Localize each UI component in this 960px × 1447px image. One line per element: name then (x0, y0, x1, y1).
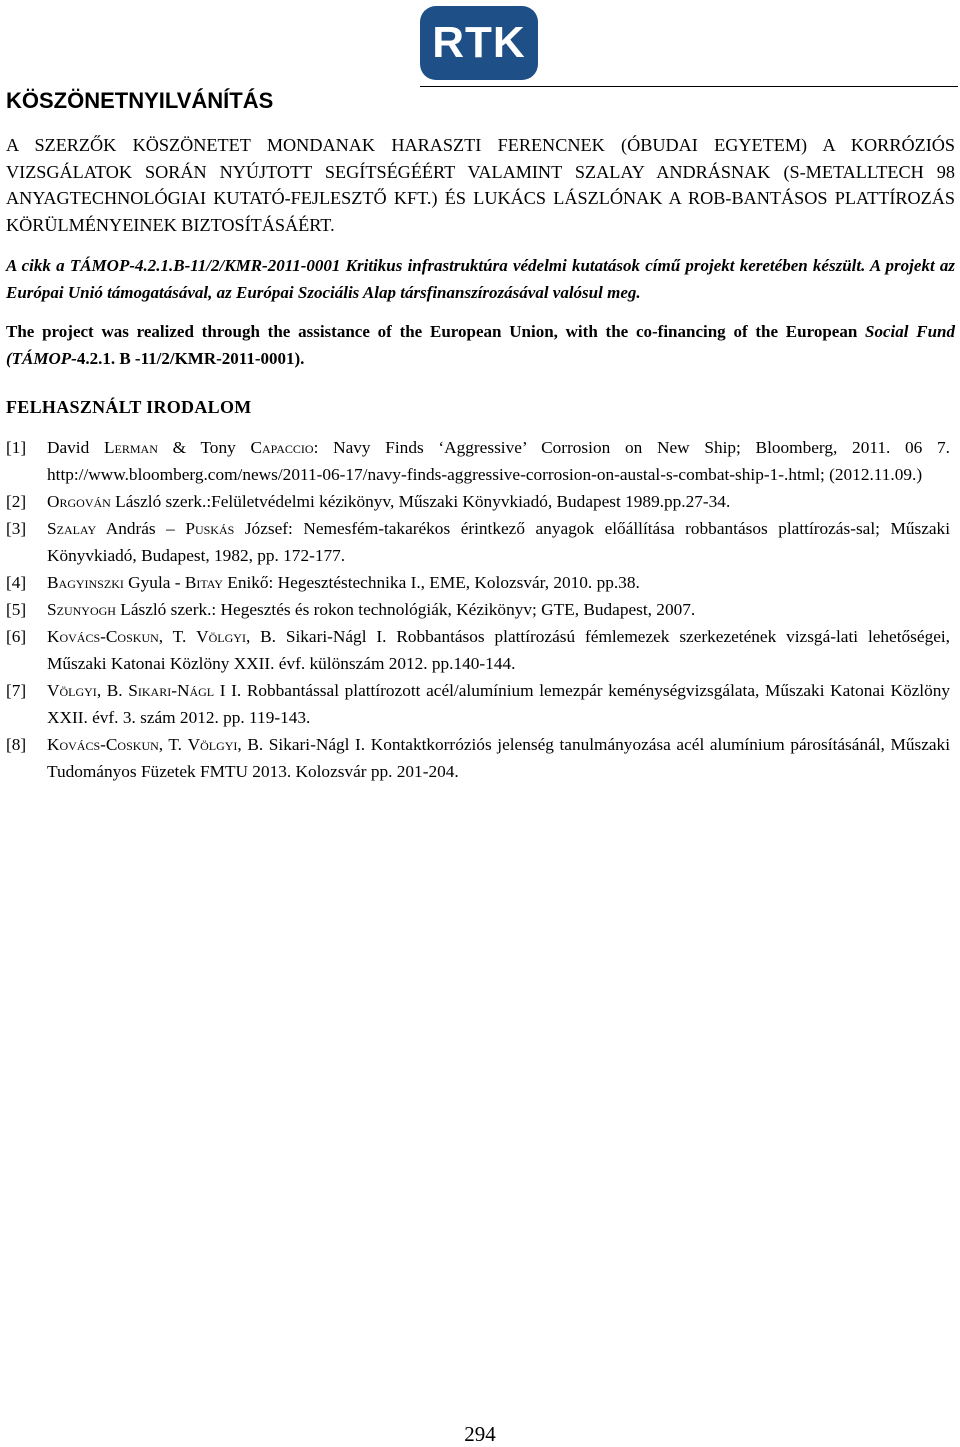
reference-number: [6] (6, 627, 27, 646)
project-statement-en (6, 318, 955, 372)
reference-author: Völgyi (196, 627, 246, 646)
reference-author: Lerman (103, 438, 158, 457)
reference-text (47, 596, 950, 623)
reference-item (6, 488, 950, 515)
reference-separator: Gyula - (123, 573, 185, 592)
reference-details: , B. Sikari-Nágl I. Robbantásos plattírozású fémlemezek szerkezetének vizsgá-lati lehetőségei, Műszaki Katonai Közlöny XXII. évf. különszám 2012. pp.140-144. (47, 627, 950, 673)
reference-text (47, 623, 950, 677)
reference-author: Bagyinszki (47, 573, 124, 592)
reference-separator: & Tony (157, 438, 251, 457)
reference-author: Völgyi (187, 735, 238, 754)
reference-text (47, 569, 950, 596)
reference-item (6, 677, 950, 731)
acknowledgement-title: KÖSZÖNETNYILVÁNÍTÁS (6, 88, 274, 113)
reference-author: Kovács-Coskun (47, 735, 159, 754)
reference-separator: , B. (96, 681, 129, 700)
header-rule (420, 86, 958, 87)
reference-author: Puskás (185, 519, 235, 538)
reference-author: Orgován (47, 492, 111, 511)
reference-list (6, 434, 950, 785)
reference-item (6, 731, 950, 785)
reference-details: I I. Robbantással plattírozott acél/alumínium lemezpár keménységvizsgálata, Műszaki Katonai Közlöny XXII. évf. 3. szám 2012. pp. 119-143. (47, 681, 950, 727)
reference-number: [4] (6, 573, 27, 592)
reference-text (47, 731, 950, 785)
reference-author: Bitay (184, 573, 223, 592)
reference-item (6, 596, 950, 623)
reference-details: , B. Sikari-Nágl I. Kontaktkorróziós jelenség tanulmányozása acél alumínium párosításánál, Műszaki Tudományos Füzetek FMTU 2013. Kolozsvár pp. 201-204. (47, 735, 950, 781)
project-statement-hu: A cikk a TÁMOP-4.2.1.B-11/2/KMR-2011-0001 Kritikus infrastruktúra védelmi kutatások című projekt keretében készült. A projekt az Európai Unió támogatásával, az Európai Szociális Alap társfinanszírozásával valósul meg. (6, 256, 955, 302)
reference-separator: , T. (158, 735, 188, 754)
rtk-logo (420, 6, 538, 80)
reference-text (47, 488, 950, 515)
reference-author: Capaccio (250, 438, 314, 457)
reference-separator: András – (96, 519, 186, 538)
reference-author: Szalay (47, 519, 97, 538)
reference-details: József: Nemesfém-takarékos érintkező anyagok előállítása robbantásos plattírozás-sal; Műszaki Könyvkiadó, Budapest, 1982, pp. 172-177. (47, 519, 950, 565)
project-en-italic: Social Fund (TÁMOP- (6, 322, 956, 368)
reference-separator: , T. (158, 627, 197, 646)
reference-item (6, 623, 950, 677)
reference-details: László szerk.: Hegesztés és rokon technológiák, Kézikönyv; GTE, Budapest, 2007. (115, 600, 696, 619)
acknowledgement-body: A SZERZŐK KÖSZÖNETET MONDANAK HARASZTI FERENCNEK (ÓBUDAI EGYETEM) A KORRÓZIÓS VIZSGÁLATOK SORÁN NYÚJTOTT SEGÍTSÉGÉÉRT VALAMINT SZALAY ANDRÁSNAK (S-METALLTECH 98 ANYAGTECHNOLÓGIAI KUTATÓ-FEJLESZTŐ KFT.) ÉS LUKÁCS LÁSZLÓNAK A ROB-BANTÁSOS PLATTÍROZÁS KÖRÜLMÉNYEINEK BIZTOSÍTÁSÁÉRT. (6, 135, 955, 235)
reference-number: [1] (6, 438, 27, 457)
reference-item (6, 569, 950, 596)
reference-item (6, 515, 950, 569)
page-number: 294 (464, 1422, 496, 1446)
reference-prefix: David (47, 438, 104, 457)
reference-details: László szerk.:Felületvédelmi kézikönyv, Műszaki Könyvkiadó, Budapest 1989.pp.27-34. (110, 492, 731, 511)
reference-number: [3] (6, 519, 27, 538)
project-en-tail: 4.2.1. B -11/2/KMR-2011-0001). (76, 349, 305, 368)
references-title: FELHASZNÁLT IRODALOM (6, 397, 252, 417)
reference-author: Szunyogh (47, 600, 116, 619)
reference-number: [5] (6, 600, 27, 619)
reference-text (47, 677, 950, 731)
project-en-main: The project was realized through the assistance of the European Union, with the co-financing of the European (6, 322, 866, 341)
reference-item (6, 434, 950, 488)
reference-text (47, 515, 950, 569)
reference-number: [7] (6, 681, 27, 700)
logo-text: RTK (432, 18, 526, 67)
reference-author: Völgyi (47, 681, 97, 700)
reference-author: Sikari-Nágl (128, 681, 215, 700)
reference-details: : Navy Finds ‘Aggressive’ Corrosion on New Ship; Bloomberg, 2011. 06 7. http://www.bloomberg.com/news/2011-06-17/navy-finds-aggressive-corrosion-on-austal-s-combat-ship-1-.html; (2012.11.09.) (47, 438, 950, 484)
reference-number: [8] (6, 735, 27, 754)
reference-number: [2] (6, 492, 27, 511)
reference-details: Enikő: Hegesztéstechnika I., EME, Kolozsvár, 2010. pp.38. (222, 573, 640, 592)
reference-author: Kovács-Coskun (47, 627, 159, 646)
reference-text (47, 434, 950, 488)
